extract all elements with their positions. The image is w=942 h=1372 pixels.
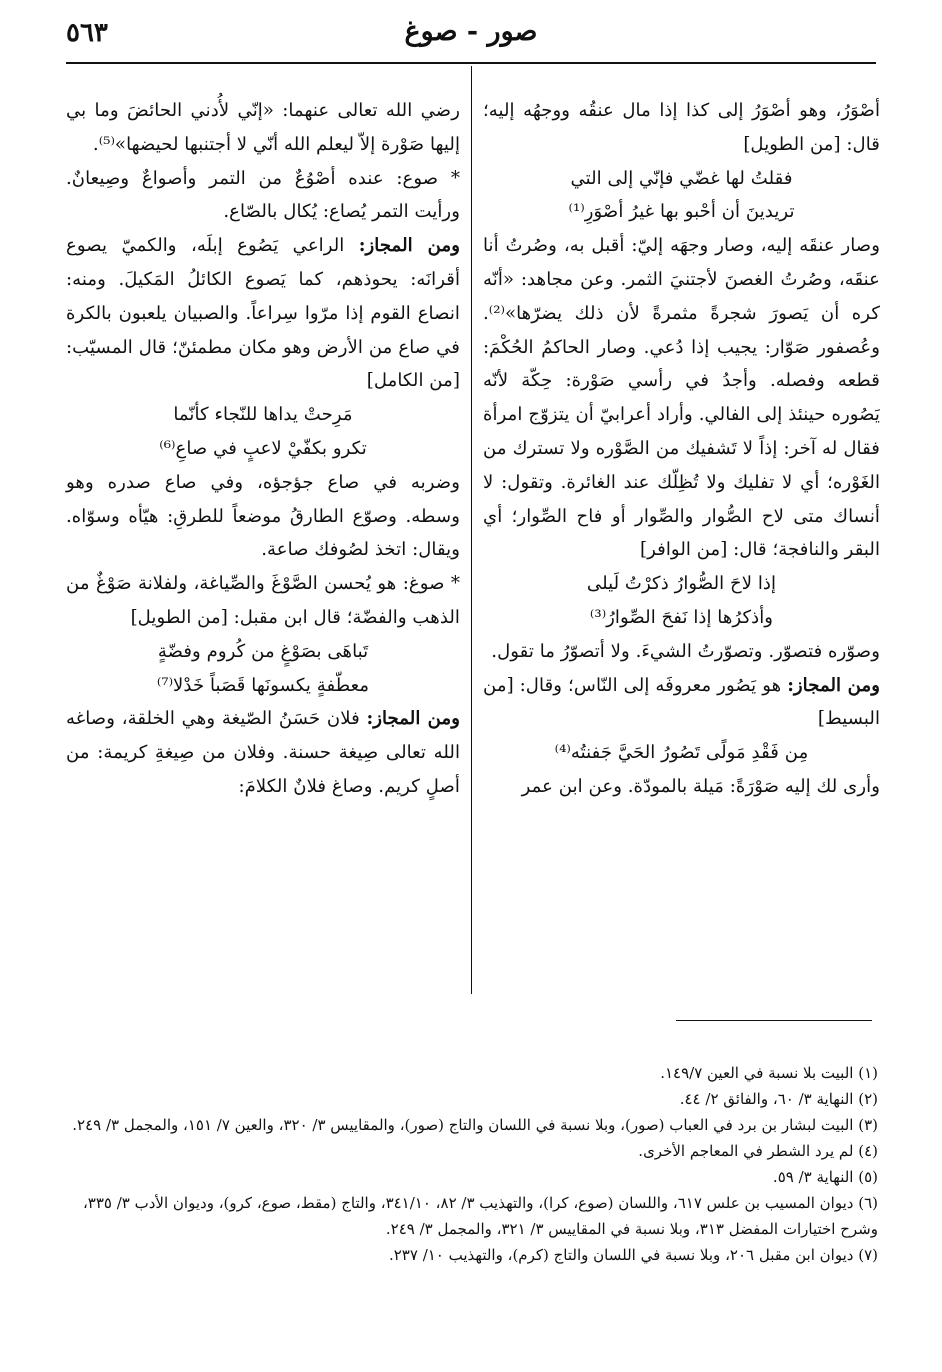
paragraph-text: فلان حَسَنُ الصّيغة وهي الخلقة، وصاغه الله تعالى صِيغة حسنة. وفلان من صِيغةِ كريمة: من أصلٍ كريم. وصاغ فلانٌ الكلامَ: xyxy=(66,708,460,797)
entry-paragraph xyxy=(483,229,880,567)
verse-line xyxy=(483,195,880,229)
paragraph-text: الراعي يَصُوع إبلَه، والكميّ يصوع أقرانَه: يحوذهم، كما يَصوع الكائلُ المَكيلَ. ومنه: انصاع القوم إذا مرّوا سِراعاً. والصبيان يلعبون بالكرة في صاع من الأرض وهو مكان مطمئنّ؛ قال المسيّب: [من الكامل] xyxy=(66,235,460,392)
footnote: (٦) ديوان المسيب بن علس ٦١٧، واللسان (صوع، كرا)، والتهذيب ٣/ ٨٢، ٣٤١/١٠، والتاج (مقط، صوع، كرو)، وديوان الأدب ٣/ ٣٣٥، وشرح اختيارات المفضل ٣١٣، وبلا نسبة في المقاييس ٣/ ٣٢١، والمجمل ٣/ ٢٤٩. xyxy=(82,1194,878,1238)
paragraph-text: وصار عنقَه إليه، وصار وجهَه إليّ: أقبل به، وصُرتُ أنا عنقَه، وصُرتُ الغصنَ لأجتنيَ الثمر. وعن مجاهد: «أنّه كره أن يَصورَ شجرةً مثمرةً لأن ذلك يضرّها»⁽²⁾. وعُصفور صَوّار: يجيب إذا دُعي. وصار الحاكمُ الحُكْمَ: قطعه وفصله. وأجدُ في رأسي صَوْرة: حِكّة لأنّه يَصُوره حينئذ إلى الفالي. وأراد أعرابيّ أن يتزوّج امرأة فقال له آخر: إذاً لا تَشفيك من الصَّوْره ولا تسترك من الغَوْره؛ أي لا تفليك ولا تُظِلّك عند الغائرة. وتقول: لا أنساك متى لاح الصُّوار والصِّوار أو فاح الصِّوار؛ أي البقر والنافجة؛ قال: [من الوافر] xyxy=(483,235,880,561)
paragraph-text: وصوّره فتصوّر. وتصوّرتُ الشيءَ. ولا أتصوّرُ ما تقول. xyxy=(491,640,880,662)
header-divider xyxy=(66,62,876,64)
paragraph-text: وأذكرُها إذا نَفحَ الصِّوارُ⁽³⁾ xyxy=(589,606,774,628)
entry-paragraph xyxy=(66,162,460,230)
footnote: (٢) النهاية ٣/ ٦٠، والفائق ٢/ ٤٤. xyxy=(679,1090,878,1108)
paragraph-text: هو يَصُور معروفَه إلى النّاس؛ وقال: [من البسيط] xyxy=(483,674,880,730)
verse-line xyxy=(66,398,460,432)
verse-line xyxy=(483,162,880,196)
figurative-marker: ومن المجاز: xyxy=(366,708,460,730)
figurative-marker: ومن المجاز: xyxy=(787,674,880,696)
paragraph-text: أصْوَرُ، وهو أصْوَرُ إلى كذا إذا مال عنقُه ووجهُه إليه؛ قال: [من الطويل] xyxy=(483,100,880,155)
verse-line xyxy=(483,567,880,601)
entry-paragraph xyxy=(483,635,880,669)
paragraph-text: إذا لاحَ الصُّوارُ ذكرْتُ لَيلى xyxy=(586,573,777,595)
verse-line xyxy=(66,635,460,669)
paragraph-text: * صوع: عنده أصْوُعٌ من التمر وأصواعٌ وصِيعانٌ. ورأيت التمر يُصاع: يُكال بالصّاع. xyxy=(66,167,460,223)
paragraph-text: مِن فَقْدِ مَولًى تَصُورُ الحَيَّ جَفنتُه⁽⁴⁾ xyxy=(554,742,809,764)
paragraph-text: تريدينَ أن أحْبو بها غيرُ أصْوَرِ⁽¹⁾ xyxy=(568,201,795,223)
verse-line xyxy=(66,432,460,466)
entry-paragraph xyxy=(66,94,460,162)
paragraph-text: رضي الله تعالى عنهما: «إنّي لأُدني الحائضَ وما بي إليها صَوْرة إلاّ ليعلم الله أنّي لا أجتنبها لحيضها»⁽⁵⁾. xyxy=(66,100,460,155)
footnotes xyxy=(66,1060,878,1268)
column-divider xyxy=(471,66,472,994)
entry-paragraph xyxy=(483,94,880,162)
paragraph-text: فقلتُ لها غضّي فإنّي إلى التي xyxy=(570,167,793,189)
figurative-marker: ومن المجاز: xyxy=(358,235,461,257)
entry-paragraph xyxy=(66,567,460,635)
footnote: (٤) لم يرد الشطر في المعاجم الأخرى. xyxy=(638,1142,878,1160)
entry-paragraph xyxy=(66,229,460,398)
footnote: (٥) النهاية ٣/ ٥٩. xyxy=(772,1168,878,1186)
footnote: (١) البيت بلا نسبة في العين ١٤٩/٧. xyxy=(660,1064,878,1082)
verse-line xyxy=(483,601,880,635)
entry-paragraph xyxy=(66,702,460,803)
paragraph-text: تكرو بكفّيْ لاعبٍ في صاعِ⁽⁶⁾ xyxy=(159,437,367,459)
entry-paragraph xyxy=(483,669,880,737)
verse-line xyxy=(483,736,880,770)
footnote: (٧) ديوان ابن مقبل ٢٠٦، وبلا نسبة في اللسان والتاج (كرم)، والتهذيب ١٠/ ٢٣٧. xyxy=(388,1246,878,1264)
verse-line xyxy=(66,669,460,703)
entry-paragraph xyxy=(66,466,460,567)
page-title: صور - صوغ xyxy=(404,16,538,47)
footnote: (٣) البيت لبشار بن برد في العباب (صور)، وبلا نسبة في اللسان والتاج (صور)، والمقاييس ٣/ ٣٢٠، والعين ٧/ ١٥١، والمجمل ٣/ ٢٤٩. xyxy=(72,1116,878,1134)
paragraph-text: تَباهَى بصَوْغٍ من كُروم وفضّةٍ xyxy=(157,640,369,662)
paragraph-text: مَرِحتْ يداها للنّجاء كأنّما xyxy=(173,404,353,426)
paragraph-text: معطّفةٍ يكسونَها قَصَباً خَدْلا⁽⁷⁾ xyxy=(156,674,370,696)
footnote-divider xyxy=(676,1020,872,1021)
paragraph-text: وأرى لك إليه صَوْرَةً: مَيلة بالمودّة. وعن ابن عمر xyxy=(521,775,880,797)
paragraph-text: * صوغ: هو يُحسن الصَّوْغَ والصِّياغة، ولفلانة صَوْغٌ من الذهب والفضّة؛ قال ابن مقبل: [من الطويل] xyxy=(66,573,460,628)
paragraph-text: وضربه في صاع جؤجؤه، وفي صاع صدره وهو وسطه. وصوّع الطارقُ موضعاً للطرقِ: هيّأه وسوّاه. ويقال: اتخذ لصُوفك صاعة. xyxy=(66,471,460,561)
entry-paragraph xyxy=(483,770,880,804)
page-number: ٥٦٣ xyxy=(66,18,108,48)
right-column xyxy=(483,94,880,804)
left-column xyxy=(66,94,460,804)
